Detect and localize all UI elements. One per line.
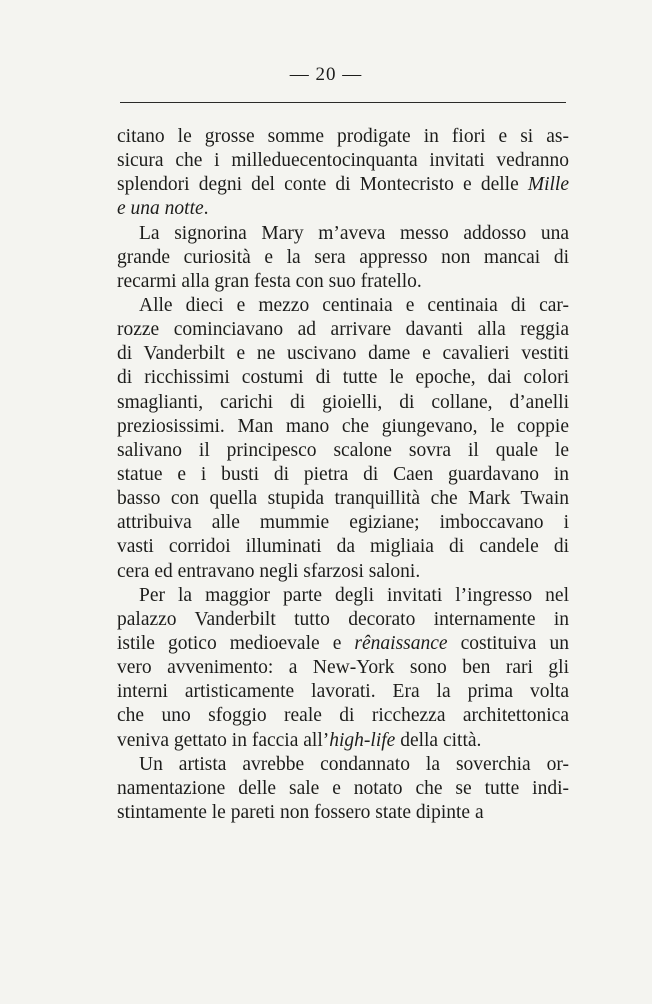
text-line (117, 535, 569, 559)
text-segment: della città. (395, 729, 482, 751)
text-segment: stintamente le pareti non fossero state dipinte a (117, 801, 484, 823)
text-line (117, 391, 569, 415)
body-text (117, 125, 569, 825)
text-segment: . (203, 198, 209, 220)
text-line (117, 632, 569, 656)
text-segment: Alle dieci e mezzo centinaia e centinaia di car- (139, 294, 569, 316)
text-line (117, 560, 569, 584)
text-line (117, 149, 569, 173)
text-segment: vasti corridoi illuminati da migliaia di candele di (117, 536, 569, 558)
text-line (117, 487, 569, 511)
text-segment: citano le grosse somme prodigate in fiori e si as- (117, 126, 569, 147)
text-segment: cera ed entravano negli sfarzosi saloni. (117, 560, 421, 582)
text-segment: rozze cominciavano ad arrivare davanti alla reggia (117, 319, 569, 341)
header-rule (120, 102, 566, 103)
text-line (117, 704, 569, 728)
text-line (117, 197, 569, 221)
text-segment: namentazione delle sale e notato che se tutte indi- (117, 777, 569, 799)
text-line (117, 318, 569, 342)
text-segment: splendori degni del conte di Montecristo e delle (117, 174, 528, 196)
italic-text: high-life (329, 729, 396, 751)
text-segment: di ricchissimi costumi di tutte le epoche, dai colori (117, 367, 569, 389)
text-line (117, 777, 569, 801)
text-line (117, 270, 569, 294)
text-segment: grande curiosità e la sera appresso non mancai di (117, 246, 569, 268)
text-line (117, 222, 569, 246)
text-segment: basso con quella stupida tranquillità che Mark Twain (117, 488, 569, 510)
text-line (117, 173, 569, 197)
page-number: — 20 — (289, 64, 363, 85)
text-segment: vero avvenimento: a New-York sono ben rari gli (117, 657, 569, 679)
text-line (117, 584, 569, 608)
italic-text: rênaissance (354, 632, 448, 654)
text-line (117, 342, 569, 366)
italic-text: Mille (527, 174, 569, 196)
text-segment: palazzo Vanderbilt tutto decorato internamente in (117, 608, 569, 630)
text-line (117, 801, 569, 825)
text-segment: recarmi alla gran festa con suo fratello. (117, 270, 422, 292)
text-line (117, 366, 569, 390)
text-line (117, 753, 569, 777)
text-segment: veniva gettato in faccia all’ (117, 729, 330, 751)
text-segment: Per la maggior parte degli invitati l’ingresso nel (139, 584, 569, 606)
italic-text: e una notte (117, 198, 204, 220)
text-line (117, 511, 569, 535)
text-segment: salivano il principesco scalone sovra il quale le (117, 439, 569, 461)
text-segment: interni artisticamente lavorati. Era la prima volta (117, 681, 569, 703)
text-line (117, 415, 569, 439)
text-segment: Un artista avrebbe condannato la soverchia or- (139, 753, 569, 775)
text-line (117, 656, 569, 680)
text-segment: smaglianti, carichi di gioielli, di collane, d’anelli (117, 391, 569, 413)
text-line (117, 246, 569, 270)
text-segment: La signorina Mary m’aveva messo addosso una (139, 222, 569, 244)
text-line (117, 125, 569, 149)
text-segment: istile gotico medioevale e (117, 632, 355, 654)
text-line (117, 294, 569, 318)
text-line (117, 729, 569, 753)
text-segment: preziosissimi. Man mano che giungevano, le coppie (117, 415, 569, 437)
text-segment: sicura che i milleduecentocinquanta invitati vedranno (117, 150, 569, 172)
text-line (117, 439, 569, 463)
text-segment: costituiva un (447, 632, 569, 654)
text-segment: di Vanderbilt e ne uscivano dame e cavalieri vestiti (117, 343, 569, 365)
text-line (117, 680, 569, 704)
text-segment: che uno sfoggio reale di ricchezza architettonica (117, 705, 569, 727)
text-segment: attribuiva alle mummie egiziane; imboccavano i (117, 512, 569, 534)
text-line (117, 608, 569, 632)
text-segment: statue e i busti di pietra di Caen guardavano in (117, 463, 569, 485)
text-line (117, 463, 569, 487)
